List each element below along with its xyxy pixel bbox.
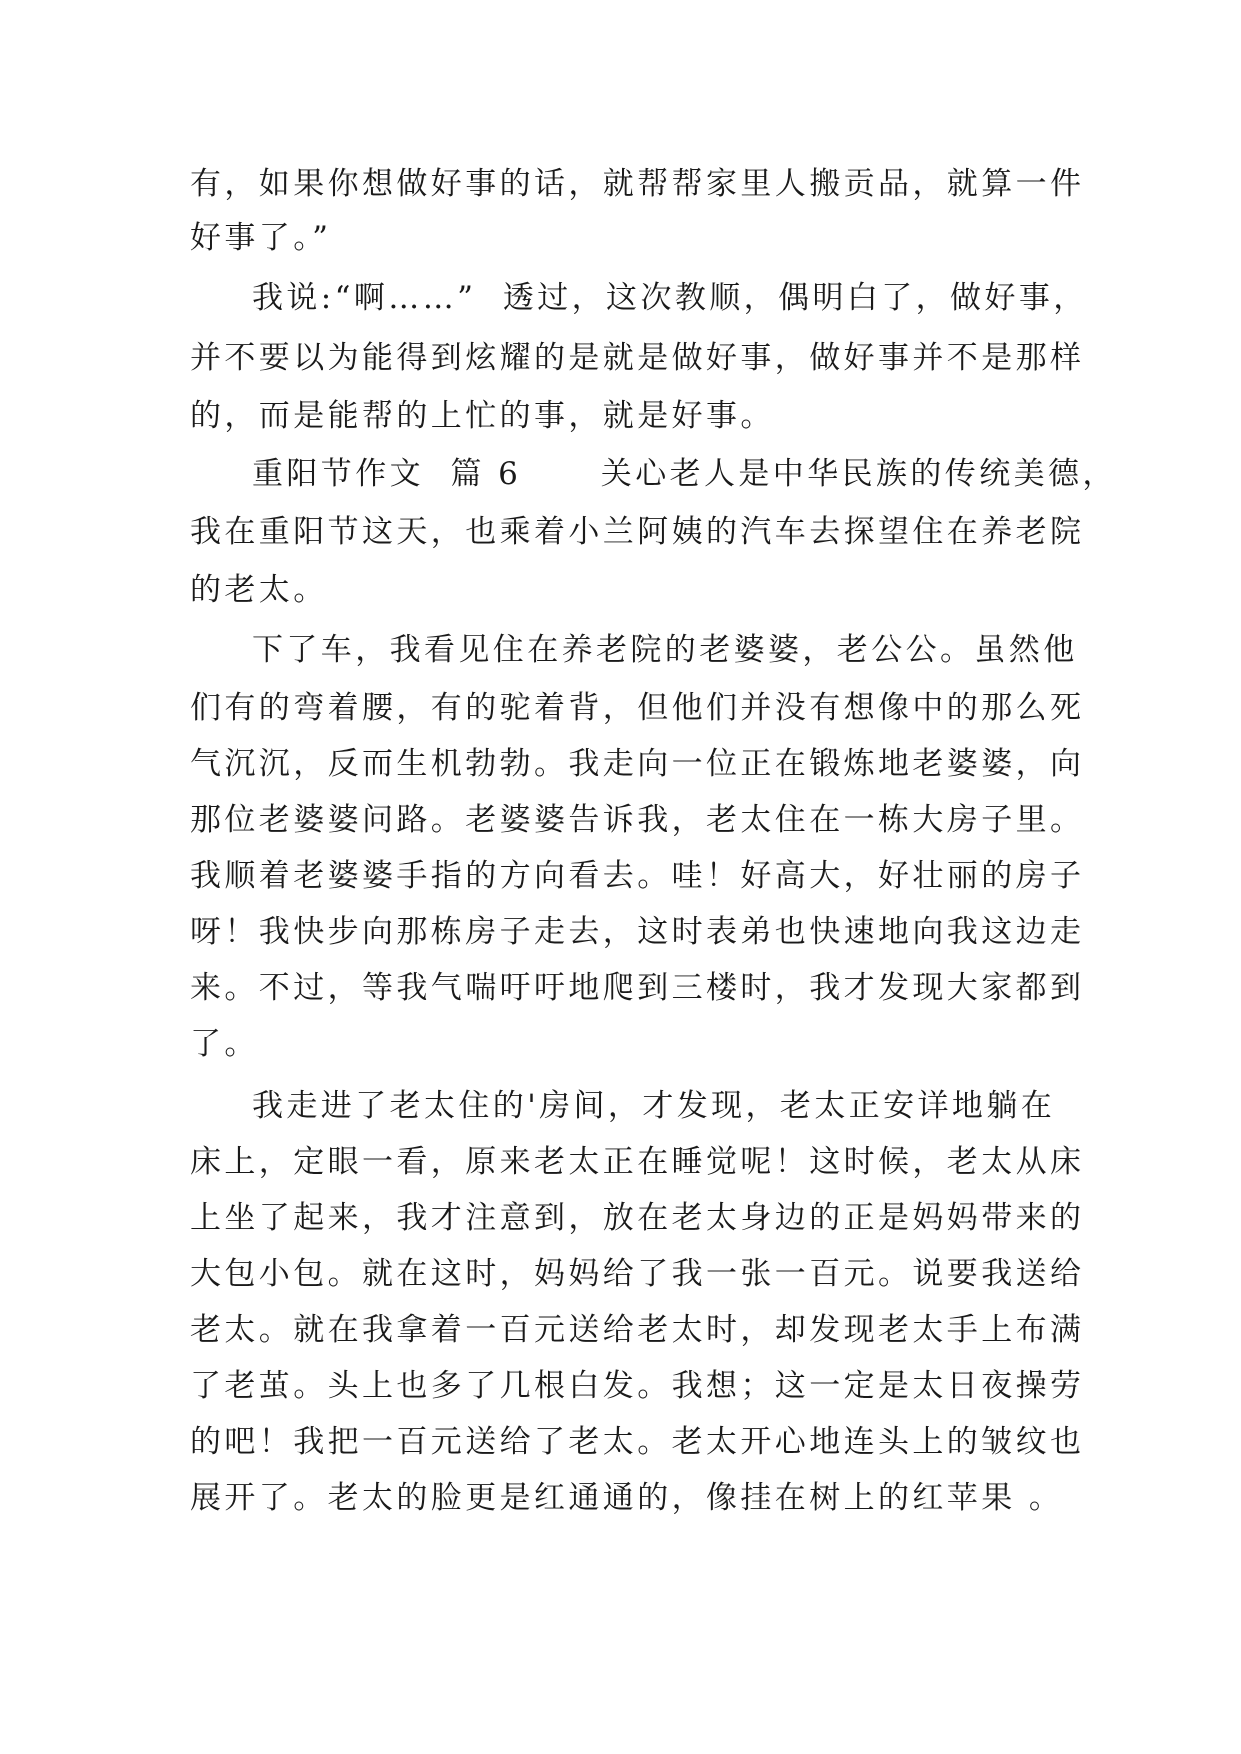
text-line: 并不要以为能得到炫耀的是就是做好事，做好事并不是那样	[190, 340, 1085, 376]
text-line: 呀！我快步向那栋房子走去，这时表弟也快速地向我这边走	[190, 914, 1085, 950]
text-line: 好事了。”	[190, 220, 332, 256]
text-line: 了老茧。头上也多了几根白发。我想；这一定是太日夜操劳	[190, 1368, 1085, 1404]
text-line: 大包小包。就在这时，妈妈给了我一张一百元。说要我送给	[190, 1256, 1085, 1292]
paragraph-first-line: 我走进了老太住的'房间，才发现，老太正安详地躺在	[252, 1088, 1056, 1124]
paragraph-first-line: 我说:“啊……” 透过，这次教顺，偶明白了，做好事，	[252, 280, 1088, 316]
text-line: 展开了。老太的脸更是红通通的，像挂在树上的红苹果 。	[190, 1480, 1064, 1516]
text-line: 来。不过，等我气喘吁吁地爬到三楼时，我才发现大家都到	[190, 970, 1085, 1006]
section-heading-line: 重阳节作文 篇 6 关心老人是中华民族的传统美德，	[252, 456, 1117, 492]
text-line: 的，而是能帮的上忙的事，就是好事。	[190, 398, 775, 434]
text-line: 的吧！我把一百元送给了老太。老太开心地连头上的皱纹也	[190, 1424, 1085, 1460]
text-line: 我在重阳节这天，也乘着小兰阿姨的汽车去探望住在养老院	[190, 514, 1085, 550]
text-line: 气沉沉，反而生机勃勃。我走向一位正在锻炼地老婆婆，向	[190, 746, 1085, 782]
paragraph-first-line: 下了车，我看见住在养老院的老婆婆，老公公。虽然他	[252, 632, 1078, 668]
text-line: 上坐了起来，我才注意到，放在老太身边的正是妈妈带来的	[190, 1200, 1085, 1236]
text-line: 的老太。	[190, 572, 328, 608]
text-line: 有，如果你想做好事的话，就帮帮家里人搬贡品，就算一件	[190, 166, 1085, 202]
text-line: 床上，定眼一看，原来老太正在睡觉呢！这时候，老太从床	[190, 1144, 1085, 1180]
text-line: 们有的弯着腰，有的驼着背，但他们并没有想像中的那么死	[190, 690, 1085, 726]
text-line: 了。	[190, 1026, 259, 1062]
text-line: 那位老婆婆问路。老婆婆告诉我，老太住在一栋大房子里。	[190, 802, 1085, 838]
text-line: 我顺着老婆婆手指的方向看去。哇！好高大，好壮丽的房子	[190, 858, 1085, 894]
text-line: 老太。就在我拿着一百元送给老太时，却发现老太手上布满	[190, 1312, 1085, 1348]
